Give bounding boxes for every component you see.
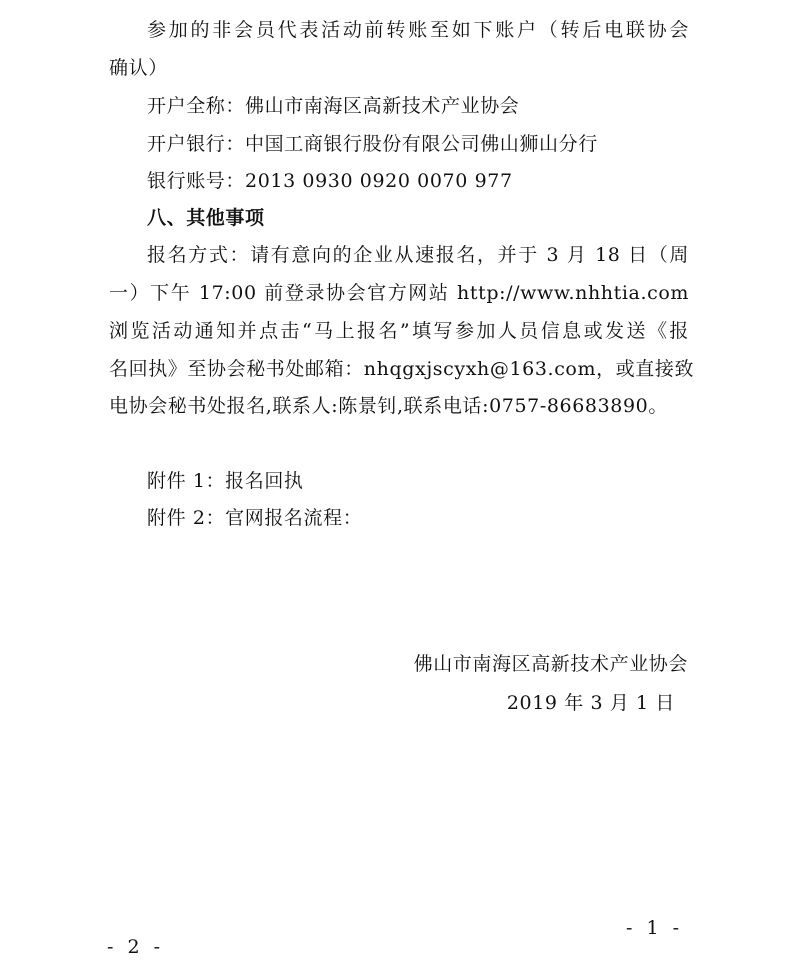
signature-org: 佛山市南海区高新技术产业协会 (413, 653, 688, 675)
signature-date: 2019 年 3 月 1 日 (506, 692, 675, 714)
registration-form-line: 浏览活动通知并点击“马上报名”填写参加人员信息或发送《报 (109, 320, 689, 342)
body-line-transfer-note: 参加的非会员代表活动前转账至如下账户（转后电联协会 (147, 19, 689, 41)
registration-email-line: 名回执》至协会秘书处邮箱：nhqgxjscyxh@163.com，或直接致 (109, 358, 695, 380)
page-number-current: - 1 - (626, 917, 684, 939)
registration-method-line: 报名方式：请有意向的企业从速报名，并于 3 月 18 日（周 (147, 244, 689, 266)
account-number-line: 银行账号：2013 0930 0920 0070 977 (147, 170, 513, 192)
body-line-confirm: 确认） (109, 57, 168, 79)
account-name-line: 开户全称：佛山市南海区高新技术产业协会 (147, 95, 520, 117)
bank-name-line: 开户银行：中国工商银行股份有限公司佛山狮山分行 (147, 133, 598, 155)
section-heading-other-matters: 八、其他事项 (147, 207, 265, 229)
registration-contact-line: 电协会秘书处报名,联系人:陈景钊,联系电话:0757-86683890。 (109, 395, 668, 417)
registration-website-line: 一）下午 17:00 前登录协会官方网站 http://www.nhhtia.com (109, 282, 689, 304)
attachment-1: 附件 1：报名回执 (147, 470, 304, 492)
page-number-facing: - 2 - (107, 936, 165, 958)
attachment-2: 附件 2：官网报名流程： (147, 507, 363, 529)
